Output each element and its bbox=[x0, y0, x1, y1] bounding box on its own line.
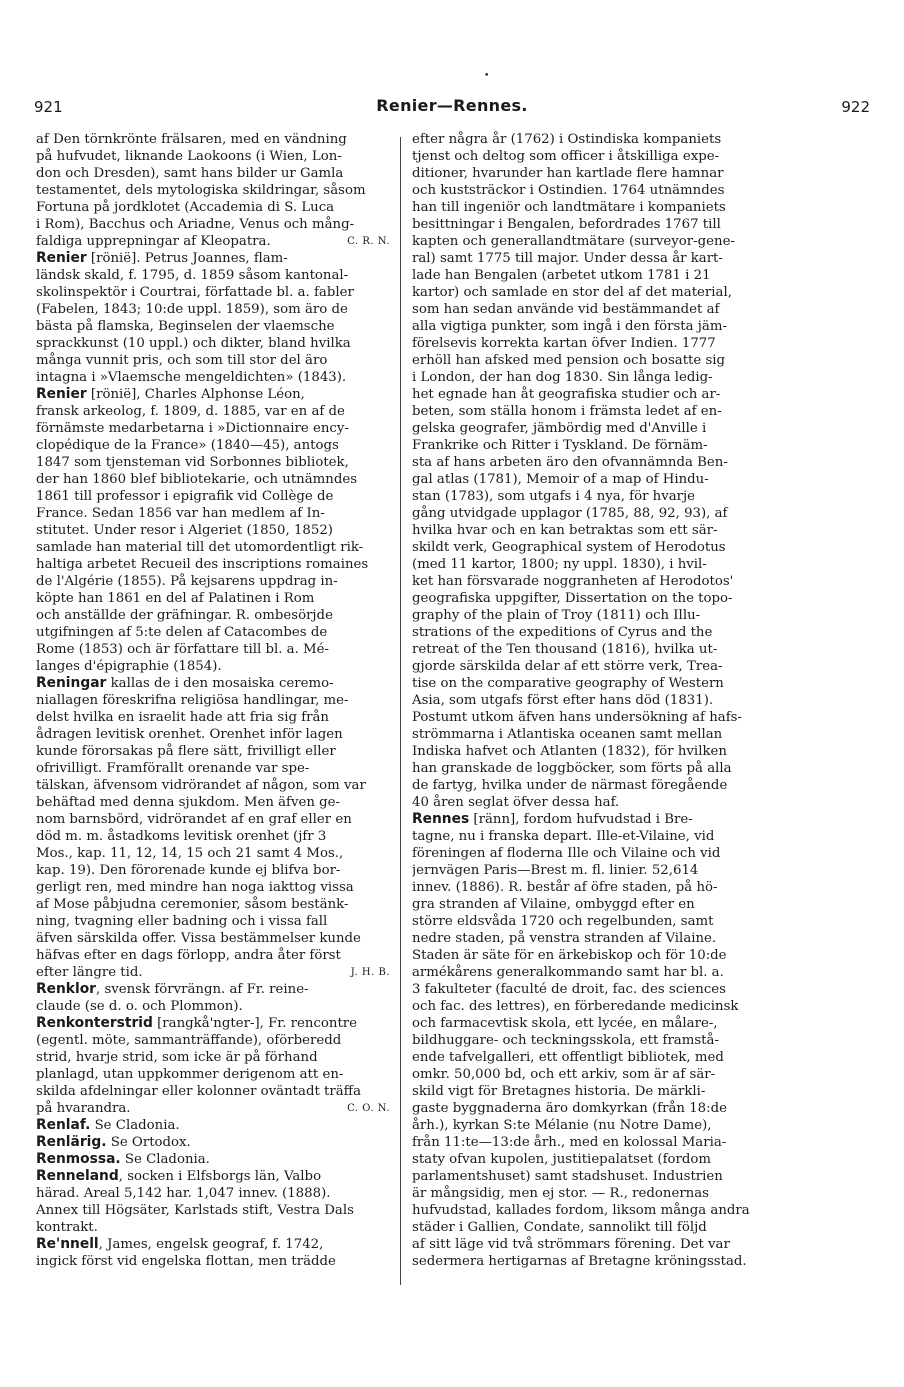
text-line: nom barnsbörd, vidrörandet af en graf eller en bbox=[36, 812, 352, 827]
text-line: staty ofvan kupolen, justitiepalatset (fordom bbox=[412, 1152, 712, 1167]
text-line: don och Dresden), samt hans bilder ur Gamla bbox=[36, 166, 344, 181]
text-line: är mångsidig, men ej stor. — R., redonernas bbox=[412, 1186, 709, 1201]
headword: Renklor bbox=[36, 981, 96, 997]
text-line: Indiska hafvet och Atlanten (1832), för hvilken bbox=[412, 744, 727, 759]
text-line: häfvas efter en dags förlopp, andra åter först bbox=[36, 948, 341, 963]
text-line: på hufvudet, liknande Laokoons (i Wien, Lon- bbox=[36, 149, 342, 164]
column-divider bbox=[400, 137, 401, 1285]
text-line: ofrivilligt. Framförallt orenande var spe- bbox=[36, 761, 310, 776]
text-line: Staden är säte för en ärkebiskop och för 10:de bbox=[412, 948, 727, 963]
text-line: kontrakt. bbox=[36, 1220, 98, 1235]
text-line: haltiga arbetet Recueil des inscriptions romaines bbox=[36, 557, 369, 572]
text-line: efter några år (1762) i Ostindiska kompaniets bbox=[412, 132, 722, 147]
text-line: som han sedan använde vid bestämmandet af bbox=[412, 302, 720, 317]
left-page-number: 921 bbox=[34, 98, 63, 116]
text-line: kapten och generallandtmätare (surveyor-gene- bbox=[412, 234, 735, 249]
headword: Renier bbox=[36, 250, 87, 266]
text-line: geografiska uppgifter, Dissertation on the topo- bbox=[412, 591, 733, 606]
text-line: Annex till Högsäter, Karlstads stift, Vestra Dals bbox=[36, 1203, 354, 1218]
text-line: sedermera hertigarnas af Bretagne kröningsstad. bbox=[412, 1254, 747, 1269]
headword: Renlaf. bbox=[36, 1117, 91, 1133]
text-line: skild vigt för Bretagnes historia. De märkli- bbox=[412, 1084, 706, 1099]
text-line: från 11:te—13:de årh., med en kolossal Maria- bbox=[412, 1135, 727, 1150]
text-line: 1861 till professor i epigrafik vid Collège de bbox=[36, 489, 334, 504]
text-line: Mos., kap. 11, 12, 14, 15 och 21 samt 4 Mos., bbox=[36, 846, 344, 861]
text-line: Rome (1853) och är författare till bl. a. Mé- bbox=[36, 642, 330, 657]
text-line: Renklor, svensk förvrängn. af Fr. reine- bbox=[36, 981, 309, 997]
text-line: clopédique de la France» (1840—45), antogs bbox=[36, 438, 339, 453]
text-line: stitutet. Under resor i Algeriet (1850, 1852) bbox=[36, 523, 333, 538]
text-line: bästa på flamska, Beginselen der vlaemsche bbox=[36, 319, 335, 334]
text-line: och kuststräckor i Ostindien. 1764 utnämndes bbox=[412, 183, 725, 198]
text-line: större eldsvåda 1720 och regelbunden, samt bbox=[412, 914, 714, 929]
text-line: delst hvilka en israelit hade att fria sig från bbox=[36, 710, 329, 725]
text-line: jernvägen Paris—Brest m. fl. linier. 52,614 bbox=[412, 863, 699, 878]
text-line: Renmossa. Se Cladonia. bbox=[36, 1151, 210, 1167]
text-line: gra stranden af Vilaine, ombyggd efter en bbox=[412, 897, 695, 912]
text-line: fransk arkeolog, f. 1809, d. 1885, var en af de bbox=[36, 404, 345, 419]
headword: Renmossa. bbox=[36, 1151, 121, 1167]
text-line: många vunnit pris, och som till stor del äro bbox=[36, 353, 328, 368]
text-line: af Mose påbjudna ceremonier, såsom bestänk- bbox=[36, 897, 349, 912]
text-line: städer i Gallien, Condate, sannolikt till följd bbox=[412, 1220, 707, 1235]
text-line: kartor) och samlade en stor del af det material, bbox=[412, 285, 732, 300]
headword: Renkonterstrid bbox=[36, 1015, 153, 1031]
text-line: lade han Bengalen (arbetet utkom 1781 i 21 bbox=[412, 268, 711, 283]
text-line: af sitt läge vid två strömmars förening. Det var bbox=[412, 1237, 730, 1252]
running-title: Renier—Rennes. bbox=[376, 96, 528, 115]
text-line: ländsk skald, f. 1795, d. 1859 såsom kantonal- bbox=[36, 268, 349, 283]
text-line: niallagen föreskrifna religiösa handlingar, me- bbox=[36, 693, 349, 708]
text-line: Renlaf. Se Cladonia. bbox=[36, 1117, 180, 1133]
text-line: på hvarandra. C. O. N. bbox=[36, 1101, 390, 1116]
author-signature: J. H. B. bbox=[350, 967, 390, 978]
text-line: köpte han 1861 en del af Palatinen i Rom bbox=[36, 591, 315, 606]
text-line: död m. m. åstadkoms levitisk orenhet (jfr 3 bbox=[36, 829, 327, 844]
text-line: Renier [rönië]. Petrus Joannes, flam- bbox=[36, 250, 288, 266]
text-line: Renkonterstrid [rangkå'ngter-], Fr. rencontre bbox=[36, 1015, 358, 1031]
headword: Renneland bbox=[36, 1168, 119, 1184]
text-line: (med 11 kartor, 1800; ny uppl. 1830), i hvil- bbox=[412, 557, 707, 572]
text-line: France. Sedan 1856 var han medlem af In- bbox=[36, 506, 325, 521]
text-line: erhöll han afsked med pension och bosatte sig bbox=[412, 353, 726, 368]
text-line: Renlärig. Se Ortodox. bbox=[36, 1134, 191, 1150]
text-line: utgifningen af 5:te delen af Catacombes de bbox=[36, 625, 328, 640]
right-column bbox=[412, 131, 765, 1270]
text-line: planlagd, utan uppkommer derigenom att en- bbox=[36, 1067, 344, 1082]
text-line: ende tafvelgalleri, ett offentligt bibliotek, med bbox=[412, 1050, 724, 1065]
headword: Re'nnell bbox=[36, 1236, 99, 1252]
text-line: och anställde der gräfningar. R. ombesörjde bbox=[36, 608, 333, 623]
text-line: tälskan, äfvensom vidrörandet af någon, som var bbox=[36, 778, 366, 793]
text-line: graphy of the plain of Troy (1811) och Illu- bbox=[412, 608, 701, 623]
text-line: de fartyg, hvilka under de närmast föregående bbox=[412, 778, 728, 793]
text-line: het egnade han åt geografiska studier och ar- bbox=[412, 387, 721, 402]
text-line: strations of the expeditions of Cyrus and the bbox=[412, 625, 713, 640]
text-line: af Den törnkrönte frälsaren, med en vändning bbox=[36, 132, 347, 147]
text-line: stan (1783), som utgafs i 4 nya, för hvarje bbox=[412, 489, 696, 504]
author-signature: C. O. N. bbox=[347, 1103, 390, 1114]
text-line: langes d'épigraphie (1854). bbox=[36, 659, 222, 674]
text-line: Reningar kallas de i den mosaiska ceremo- bbox=[36, 675, 334, 691]
left-column bbox=[36, 131, 390, 1270]
text-line: ning, tvagning eller badning och i vissa fall bbox=[36, 914, 328, 929]
text-line: förnämste medarbetarna i »Dictionnaire ency- bbox=[36, 421, 349, 436]
text-line: innev. (1886). R. består af öfre staden, på hö- bbox=[412, 880, 718, 895]
text-line: der han 1860 blef bibliotekarie, och utnämndes bbox=[36, 472, 358, 487]
text-line: skilda afdelningar eller kolonner oväntadt träffa bbox=[36, 1084, 362, 1099]
text-line: besittningar i Bengalen, befordrades 1767 till bbox=[412, 217, 721, 232]
text-line: parlamentshuset) samt stadshuset. Industrien bbox=[412, 1169, 723, 1184]
headword: Reningar bbox=[36, 675, 107, 691]
text-line: han till ingeniör och landtmätare i kompaniets bbox=[412, 200, 726, 215]
text-line: intagna i »Vlaemsche mengeldichten» (1843). bbox=[36, 370, 347, 385]
author-signature: C. R. N. bbox=[347, 236, 390, 247]
text-line: Rennes [ränn], fordom hufvudstad i Bre- bbox=[412, 811, 693, 827]
text-line: claude (se d. o. och Plommon). bbox=[36, 999, 243, 1014]
text-line: ral) samt 1775 till major. Under dessa år kart- bbox=[412, 251, 723, 266]
text-line: äfven särskilda offer. Vissa bestämmelser kunde bbox=[36, 931, 361, 946]
text-line: hvilka hvar och en kan betraktas som ett sär- bbox=[412, 523, 718, 538]
text-line: 1847 som tjensteman vid Sorbonnes bibliotek, bbox=[36, 455, 349, 470]
text-line: härad. Areal 5,142 har. 1,047 innev. (1888). bbox=[36, 1186, 331, 1201]
text-line: hufvudstad, kallades fordom, liksom många andra bbox=[412, 1203, 750, 1218]
text-line: han granskade de loggböcker, som förts på alla bbox=[412, 761, 732, 776]
text-line: gjorde särskilda delar af ett större verk, Trea- bbox=[412, 659, 723, 674]
text-line: omkr. 50,000 bd, och ett arkiv, som är af sär- bbox=[412, 1067, 716, 1082]
text-line: och fac. des lettres), en förberedande medicinsk bbox=[412, 999, 739, 1014]
headword: Renlärig. bbox=[36, 1134, 107, 1150]
text-line: i London, der han dog 1830. Sin långa ledig- bbox=[412, 370, 713, 385]
text-line: (egentl. möte, sammanträffande), oförberedd bbox=[36, 1033, 342, 1048]
text-line: kunde förorsakas på flere sätt, frivilligt eller bbox=[36, 744, 336, 759]
text-line: faldiga upprepningar af Kleopatra. C. R. N. bbox=[36, 234, 390, 249]
text-line: de l'Algérie (1855). På kejsarens uppdrag in- bbox=[36, 574, 338, 589]
text-line: efter längre tid. J. H. B. bbox=[36, 965, 390, 980]
text-line: Frankrike och Ritter i Tyskland. De förnäm- bbox=[412, 438, 708, 453]
text-line: ditioner, hvarunder han kartlade flere hamnar bbox=[412, 166, 724, 181]
text-line: sta af hans arbeten äro den ofvannämnda Ben- bbox=[412, 455, 728, 470]
text-line: beten, som ställa honom i främsta ledet af en- bbox=[412, 404, 722, 419]
text-line: ingick först vid engelska flottan, men trädde bbox=[36, 1254, 336, 1269]
text-line: Asia, som utgafs först efter hans död (1831). bbox=[412, 693, 714, 708]
text-line: gång utvidgade upplagor (1785, 88, 92, 93), af bbox=[412, 506, 728, 521]
text-line: behäftad med denna sjukdom. Men äfven ge- bbox=[36, 795, 340, 810]
text-line: Fortuna på jordklotet (Accademia di S. Luca bbox=[36, 200, 335, 215]
top-mark: • bbox=[484, 71, 490, 81]
text-line: testamentet, dels mytologiska skildringar, såsom bbox=[36, 183, 366, 198]
headword: Rennes bbox=[412, 811, 470, 827]
text-line: samlade han material till det utomordentligt rik- bbox=[36, 540, 364, 555]
text-line: 40 åren seglat öfver dessa haf. bbox=[412, 795, 620, 810]
text-line: kap. 19). Den förorenade kunde ej blifva bor- bbox=[36, 863, 341, 878]
text-line: sprackkunst (10 uppl.) och dikter, bland hvilka bbox=[36, 336, 351, 351]
right-page-number: 922 bbox=[841, 98, 870, 116]
text-line: (Fabelen, 1843; 10:de uppl. 1859), som äro de bbox=[36, 302, 348, 317]
text-line: alla vigtiga punkter, som ingå i den första jäm- bbox=[412, 319, 727, 334]
text-line: årh.), kyrkan S:te Mélanie (nu Notre Dame), bbox=[412, 1118, 712, 1133]
text-line: nedre staden, på venstra stranden af Vilaine. bbox=[412, 931, 717, 946]
text-line: och farmacevtisk skola, ett lycée, en målare-, bbox=[412, 1016, 718, 1031]
text-line: tjenst och deltog som officer i åtskilliga expe- bbox=[412, 149, 720, 164]
text-line: ket han försvarade noggranheten af Herodotos' bbox=[412, 574, 734, 589]
text-line: Renier [rönië], Charles Alphonse Léon, bbox=[36, 386, 305, 402]
text-line: 3 fakulteter (faculté de droit, fac. des sciences bbox=[412, 982, 726, 997]
headword: Renier bbox=[36, 386, 87, 402]
text-line: tagne, nu i franska depart. Ille-et-Vilaine, vid bbox=[412, 829, 715, 844]
text-line: Re'nnell, James, engelsk geograf, f. 1742, bbox=[36, 1236, 324, 1252]
text-line: Postumt utkom äfven hans undersökning af hafs- bbox=[412, 710, 742, 725]
page-header bbox=[34, 96, 870, 120]
text-line: i Rom), Bacchus och Ariadne, Venus och mång- bbox=[36, 217, 355, 232]
text-line: bildhuggare- och teckningsskola, ett framstå- bbox=[412, 1033, 719, 1048]
text-line: skildt verk, Geographical system of Herodotus bbox=[412, 540, 726, 555]
text-line: gaste byggnaderna äro domkyrkan (från 18:de bbox=[412, 1101, 728, 1116]
text-line: gal atlas (1781), Memoir of a map of Hindu- bbox=[412, 472, 709, 487]
text-line: förelsevis korrekta kartan öfver Indien. 1777 bbox=[412, 336, 716, 351]
text-line: ådragen levitisk orenhet. Orenhet inför lagen bbox=[36, 727, 343, 742]
text-line: tise on the comparative geography of Western bbox=[412, 676, 724, 691]
text-line: retreat of the Ten thousand (1816), hvilka ut- bbox=[412, 642, 718, 657]
text-line: armékårens generalkommando samt har bl. a. bbox=[412, 965, 724, 980]
text-line: gerligt ren, med mindre han noga iakttog vissa bbox=[36, 880, 354, 895]
text-line: strömmarna i Atlantiska oceanen samt mellan bbox=[412, 727, 723, 742]
text-line: föreningen af floderna Ille och Vilaine och vid bbox=[412, 846, 721, 861]
text-line: skolinspektör i Courtrai, författade bl. a. fabler bbox=[36, 285, 354, 300]
text-line: gelska geografer, jämbördig med d'Anville i bbox=[412, 421, 707, 436]
text-line: strid, hvarje strid, som icke är på förhand bbox=[36, 1050, 318, 1065]
text-line: Renneland, socken i Elfsborgs län, Valbo bbox=[36, 1168, 322, 1184]
